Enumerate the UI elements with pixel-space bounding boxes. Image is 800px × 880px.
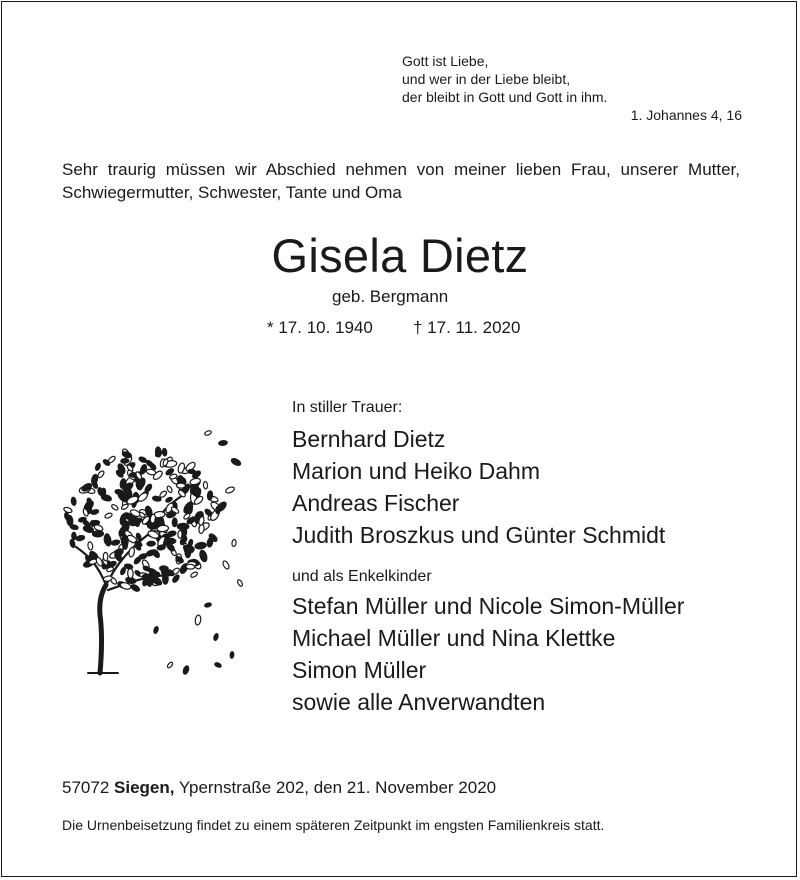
verse-reference: 1. Johannes 4, 16 [630, 107, 742, 123]
mourner-name: Bernhard Dietz [292, 426, 446, 452]
place-date [62, 777, 496, 799]
grandchild-name: Michael Müller und Nina Klettke [292, 625, 616, 651]
maiden-name: geb. Bergmann [332, 287, 449, 306]
mourners-heading: In stiller Trauer: [292, 399, 403, 416]
mourner-name: Marion und Heiko Dahm [292, 458, 541, 484]
birth-date: * 17. 10. 1940 [267, 318, 373, 337]
bible-verse [402, 52, 607, 106]
mourner-name: Judith Broszkus und Günter Schmidt [292, 522, 666, 548]
mourner-name: Andreas Fischer [292, 490, 460, 516]
verse-line: Gott ist Liebe, [402, 53, 489, 69]
grandchild-name: Simon Müller [292, 657, 427, 683]
verse-line: der bleibt in Gott und Gott in ihm. [402, 89, 608, 105]
burial-note: Die Urnenbeisetzung findet zu einem späteren Zeitpunkt im engsten Familienkreis statt. [62, 817, 605, 833]
verse-line: und wer in der Liebe bleibt, [402, 71, 571, 87]
city: Siegen, [114, 778, 175, 797]
death-date: † 17. 11. 2020 [413, 318, 521, 337]
mourners-list [292, 397, 684, 718]
postcode: 57072 [62, 778, 110, 797]
wind-blown-tree-icon [58, 415, 248, 680]
deceased-name: Gisela Dietz [271, 229, 529, 282]
address-date: Ypernstraße 202, den 21. November 2020 [178, 778, 497, 797]
intro-text: Sehr traurig müssen wir Abschied nehmen von meiner lieben Frau, unserer Mutter, Schwiegermutter, Schwester, Tante und Oma [62, 160, 740, 202]
grandchildren-heading: und als Enkelkinder [292, 568, 432, 585]
grandchild-name: Stefan Müller und Nicole Simon-Müller [292, 593, 685, 619]
relatives-line: sowie alle Anverwandten [292, 689, 546, 715]
